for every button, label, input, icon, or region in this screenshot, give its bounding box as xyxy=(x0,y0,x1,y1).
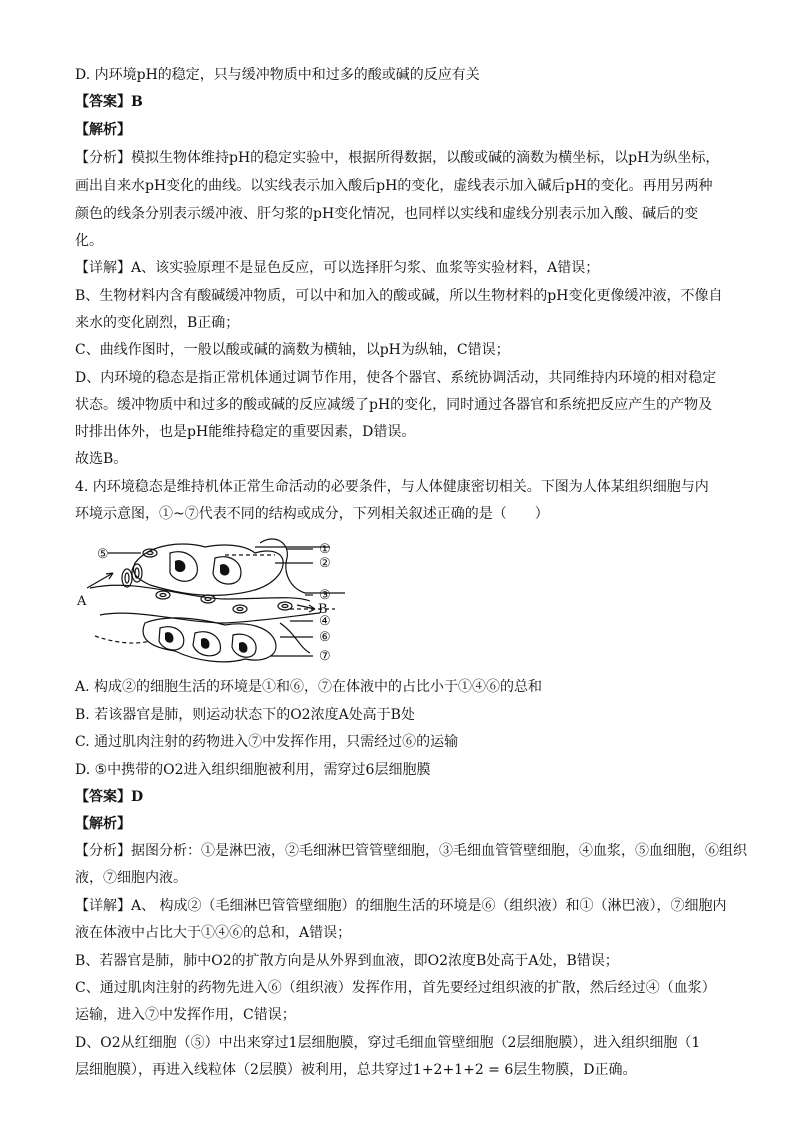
tissue-cell-diagram xyxy=(75,533,350,668)
q3-option-d: D. 内环境pH的稳定，只与缓冲物质中和过多的酸或碱的反应有关 xyxy=(75,67,480,83)
q3-xiangjie-line: C、曲线作图时，一般以酸或碱的滴数为横轴，以pH为纵轴，C错误； xyxy=(75,342,510,358)
q3-fenxi-line: 化。 xyxy=(75,233,103,249)
q3-conclusion: 故选B。 xyxy=(75,451,128,467)
q4-xiangjie-line: 层细胞膜），再进入线粒体（2层膜）被利用，总共穿过1+2+1+2 = 6层生物膜，D正确。 xyxy=(75,1062,637,1078)
label-1: ① xyxy=(319,542,331,557)
q3-xiangjie-line: 时排出体外，也是pH能维持稳定的重要因素，D错误。 xyxy=(75,424,416,440)
q3-xiangjie-line: D、内环境的稳态是指正常机体通过调节作用，使各个器官、系统协调活动，共同维持内环境的相对稳定 xyxy=(75,370,717,386)
q3-answer: 【答案】B xyxy=(75,94,143,110)
label-4: ④ xyxy=(319,614,331,629)
q4-fenxi-line: 液，⑦细胞内液。 xyxy=(75,870,187,886)
q4-option-c: C. 通过肌肉注射的药物进入⑦中发挥作用，只需经过⑥的运输 xyxy=(75,734,459,750)
q4-analysis-label: 【解析】 xyxy=(75,816,131,832)
q4-option-a: A. 构成②的细胞生活的环境是①和⑥，⑦在体液中的占比小于①④⑥的总和 xyxy=(75,679,543,695)
label-2: ② xyxy=(319,556,331,571)
q4-option-d: D. ⑤中携带的O2进入组织细胞被利用，需穿过6层细胞膜 xyxy=(75,762,431,778)
q4-xiangjie-line: D、O2从红细胞（⑤）中出来穿过1层细胞膜，穿过毛细血管壁细胞（2层细胞膜），进入组织细胞（1 xyxy=(75,1035,701,1051)
q4-answer: 【答案】D xyxy=(75,789,144,805)
q3-xiangjie-line: B、生物材料内含有酸碱缓冲物质，可以中和加入的酸或碱，所以生物材料的pH变化更像缓冲液，不像自 xyxy=(75,288,723,304)
q4-xiangjie-line: C、通过肌肉注射的药物先进入⑥（组织液）发挥作用，首先要经过组织液的扩散，然后经过④（血浆） xyxy=(75,980,716,996)
q4-option-b: B. 若该器官是肺，则运动状态下的O2浓度A处高于B处 xyxy=(75,707,415,723)
q3-xiangjie-line: 来水的变化剧烈，B正确； xyxy=(75,315,240,331)
q3-xiangjie-line: 【详解】A、该实验原理不是显色反应，可以选择肝匀浆、血浆等实验材料，A错误； xyxy=(75,260,600,276)
label-7: ⑦ xyxy=(319,649,331,664)
label-6: ⑥ xyxy=(319,630,331,645)
label-A: A xyxy=(77,594,87,609)
q4-xiangjie-line: 液在体液中占比大于①④⑥的总和，A错误； xyxy=(75,925,352,941)
label-5: ⑤ xyxy=(97,547,109,562)
label-3: ③ xyxy=(319,588,331,603)
q3-analysis-label: 【解析】 xyxy=(75,122,131,138)
q3-fenxi-line: 画出自来水pH变化的曲线。以实线表示加入酸后pH的变化，虚线表示加入碱后pH的变化。再用另两种 xyxy=(75,178,713,194)
q4-xiangjie-line: B、若器官是肺，肺中O2的扩散方向是从外界到血液，即O2浓度B处高于A处，B错误； xyxy=(75,953,619,969)
q4-fenxi-line: 【分析】据图分析：①是淋巴液，②毛细淋巴管管壁细胞，③毛细血管管壁细胞，④血浆，⑤血细胞，⑥组织 xyxy=(75,843,747,859)
q4-xiangjie-line: 运输，进入⑦中发挥作用，C错误； xyxy=(75,1007,296,1023)
q4-xiangjie-line: 【详解】A、 构成②（毛细淋巴管管壁细胞）的细胞生活的环境是⑥（组织液）和①（淋巴液），⑦细胞内 xyxy=(75,898,727,914)
q4-stem-line: 环境示意图，①~⑦代表不同的结构或成分，下列相关叙述正确的是（ ） xyxy=(75,506,549,522)
q3-fenxi-line: 颜色的线条分别表示缓冲液、肝匀浆的pH变化情况，也同样以实线和虚线分别表示加入酸、碱后的变 xyxy=(75,206,699,222)
q3-xiangjie-line: 状态。缓冲物质中和过多的酸或碱的反应减缓了pH的变化，同时通过各器官和系统把反应产生的产物及 xyxy=(75,397,713,413)
label-B: B xyxy=(318,602,328,617)
q4-stem-line: 4. 内环境稳态是维持机体正常生命活动的必要条件，与人体健康密切相关。下图为人体某组织细胞与内 xyxy=(75,479,709,495)
q3-fenxi-line: 【分析】模拟生物体维持pH的稳定实验中，根据所得数据，以酸或碱的滴数为横坐标，以pH为纵坐标， xyxy=(75,150,720,166)
